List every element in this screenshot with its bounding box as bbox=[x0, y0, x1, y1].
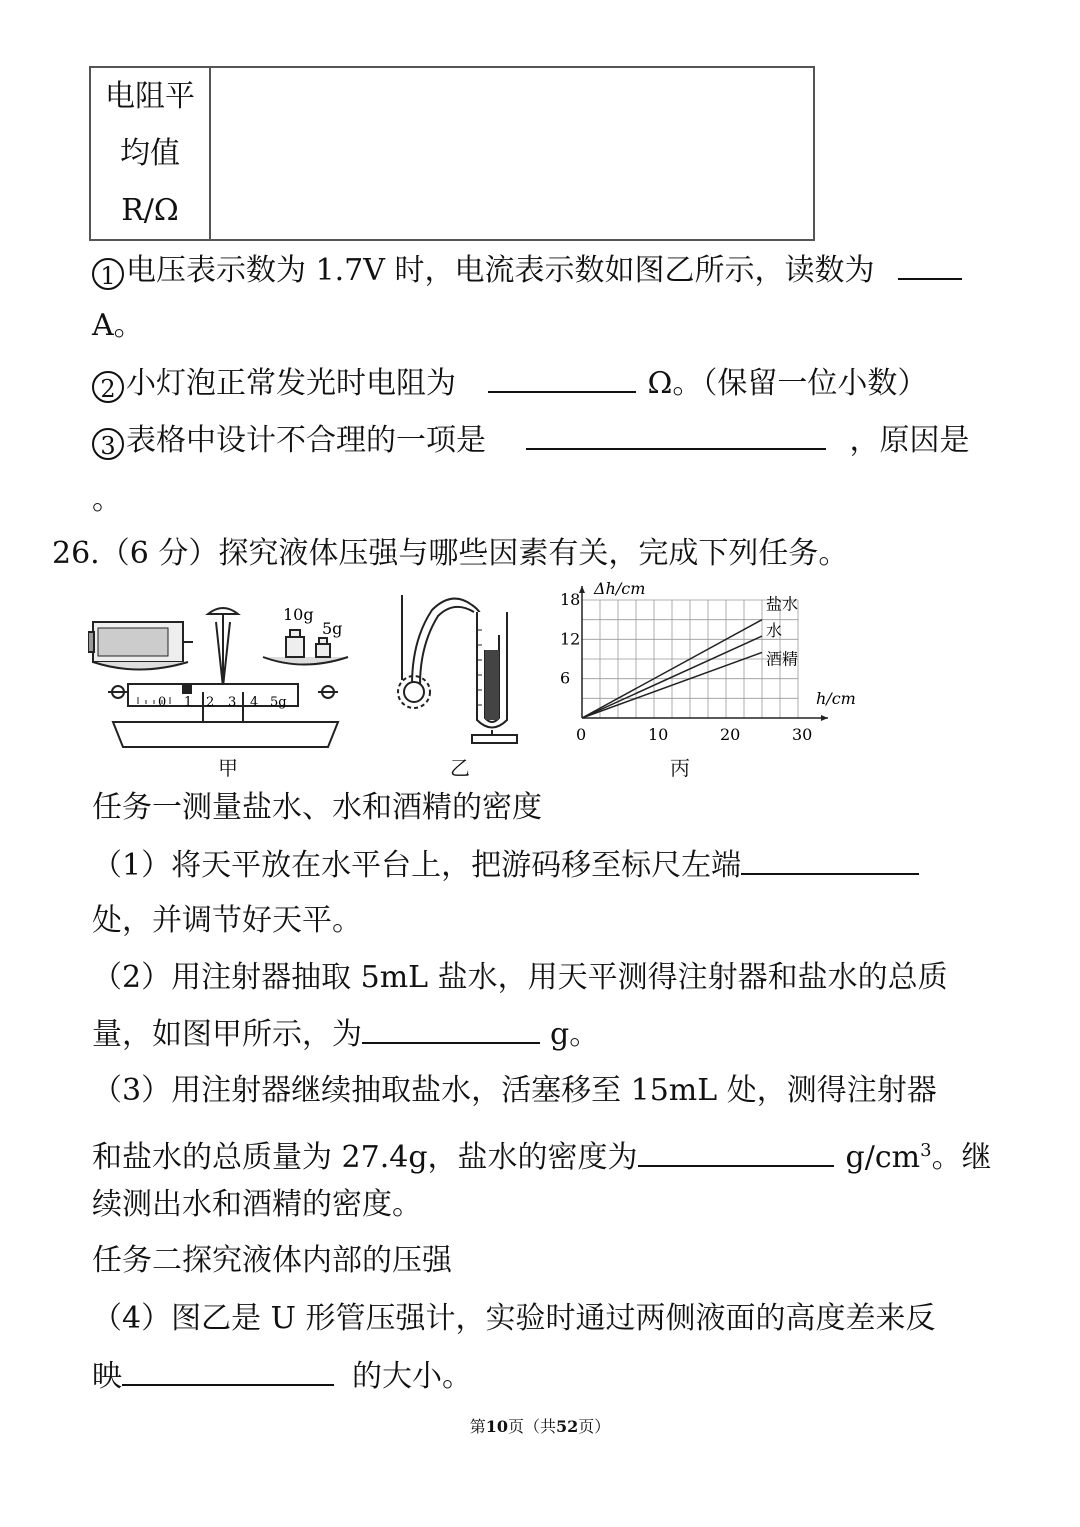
balance-base bbox=[113, 722, 338, 747]
tick-3: 3 bbox=[228, 695, 237, 710]
task2-title: 任务二探究液体内部的压强 bbox=[92, 1243, 452, 1278]
q26-p3-line2: 和盐水的总质量为 27.4g，盐水的密度为 $g/cm^3$。继 bbox=[92, 1131, 992, 1178]
q26-p4-line2: 映 的大小。 bbox=[92, 1356, 472, 1397]
q26-p1-end: 处，并调节好天平。 bbox=[92, 903, 362, 938]
pressure-chart bbox=[548, 578, 868, 750]
y-axis-label: Δh/cm bbox=[594, 579, 646, 598]
q25-item2: 2 小灯泡正常发光时电阻为 Ω。（保留一位小数） bbox=[92, 363, 927, 404]
dial bbox=[208, 608, 238, 614]
resistance-average-label bbox=[90, 67, 210, 240]
answer-blank[interactable] bbox=[122, 1356, 334, 1386]
resistance-average-value-cell[interactable] bbox=[210, 67, 814, 240]
q25-item3: 3 表格中设计不合理的一项是 ，原因是 bbox=[92, 420, 970, 461]
tick-4: 4 bbox=[250, 695, 259, 710]
label-5g: 5g bbox=[322, 619, 343, 638]
y-tick-label: 6 bbox=[560, 668, 571, 688]
q25-item1: 1 电压表示数为 1.7V 时，电流表示数如图乙所示，读数为 bbox=[92, 250, 962, 291]
right-pan bbox=[263, 657, 348, 665]
resistance-table bbox=[89, 66, 815, 241]
figure-bing-label: 丙 bbox=[670, 756, 690, 780]
circled-number: 3 bbox=[92, 428, 124, 460]
q26-p3-line3: 续测出水和酒精的密度。 bbox=[92, 1187, 422, 1222]
tick-1: 1 bbox=[184, 695, 193, 710]
x-tick-label: 10 bbox=[648, 725, 669, 744]
answer-blank[interactable] bbox=[362, 1014, 540, 1044]
q25-item1-end: A。 bbox=[92, 308, 144, 343]
answer-blank[interactable] bbox=[638, 1137, 834, 1167]
circled-number: 1 bbox=[92, 258, 124, 290]
tick-5g: 5g bbox=[270, 695, 287, 710]
answer-blank[interactable] bbox=[488, 363, 636, 393]
label-10g: 10g bbox=[283, 605, 314, 624]
q26-p4-line1: （4）图乙是 U 形管压强计，实验时通过两侧液面的高度差来反 bbox=[92, 1301, 936, 1336]
y-tick-label: 18 bbox=[560, 590, 581, 609]
figure-yi-label: 乙 bbox=[450, 756, 470, 780]
balance-figure bbox=[88, 592, 363, 752]
label-line1: 电阻平 bbox=[105, 79, 195, 114]
x-axis-arrow bbox=[821, 715, 828, 721]
x-tick-label: 0 bbox=[576, 725, 587, 744]
circled-number: 2 bbox=[92, 371, 124, 403]
tick-0: 0 bbox=[158, 695, 167, 710]
task1-title: 任务一测量盐水、水和酒精的密度 bbox=[92, 790, 542, 825]
x-tick-label: 20 bbox=[720, 725, 741, 744]
page-footer: 第10页（共52页） bbox=[469, 1417, 611, 1436]
series-label-2: 水 bbox=[766, 621, 783, 641]
figure-jia-label: 甲 bbox=[218, 756, 238, 780]
manometer-base bbox=[472, 735, 517, 743]
x-axis-label: h/cm bbox=[816, 689, 856, 708]
q26-p2-line1: （2）用注射器抽取 5mL 盐水，用天平测得注射器和盐水的总质 bbox=[92, 960, 948, 995]
y-tick-label: 12 bbox=[560, 629, 581, 649]
tick-2: 2 bbox=[206, 695, 215, 710]
answer-blank[interactable] bbox=[526, 420, 826, 450]
x-tick-label: 30 bbox=[792, 725, 813, 744]
weight-10g bbox=[286, 637, 304, 657]
q25-item3-end: 。 bbox=[92, 482, 122, 517]
answer-blank[interactable] bbox=[898, 250, 962, 280]
q26-p2-line2: 量，如图甲所示，为 g。 bbox=[92, 1014, 599, 1055]
weight-5g bbox=[316, 644, 330, 657]
manometer-figure bbox=[392, 590, 527, 750]
q26-p1: （1）将天平放在水平台上，把游码移至标尺左端 bbox=[92, 845, 919, 886]
q26-p3-line1: （3）用注射器继续抽取盐水，活塞移至 15mL 处，测得注射器 bbox=[92, 1073, 937, 1108]
label-line2: 均值 bbox=[120, 136, 180, 171]
answer-blank[interactable] bbox=[741, 845, 919, 875]
series-label-3: 酒精 bbox=[766, 649, 799, 669]
q26-heading: 26.（6 分）探究液体压强与哪些因素有关，完成下列任务。 bbox=[52, 536, 849, 571]
label-line3: R/Ω bbox=[121, 193, 179, 228]
series-label-1: 盐水 bbox=[766, 594, 799, 614]
probe-head bbox=[404, 682, 424, 702]
left-pan bbox=[93, 662, 188, 670]
